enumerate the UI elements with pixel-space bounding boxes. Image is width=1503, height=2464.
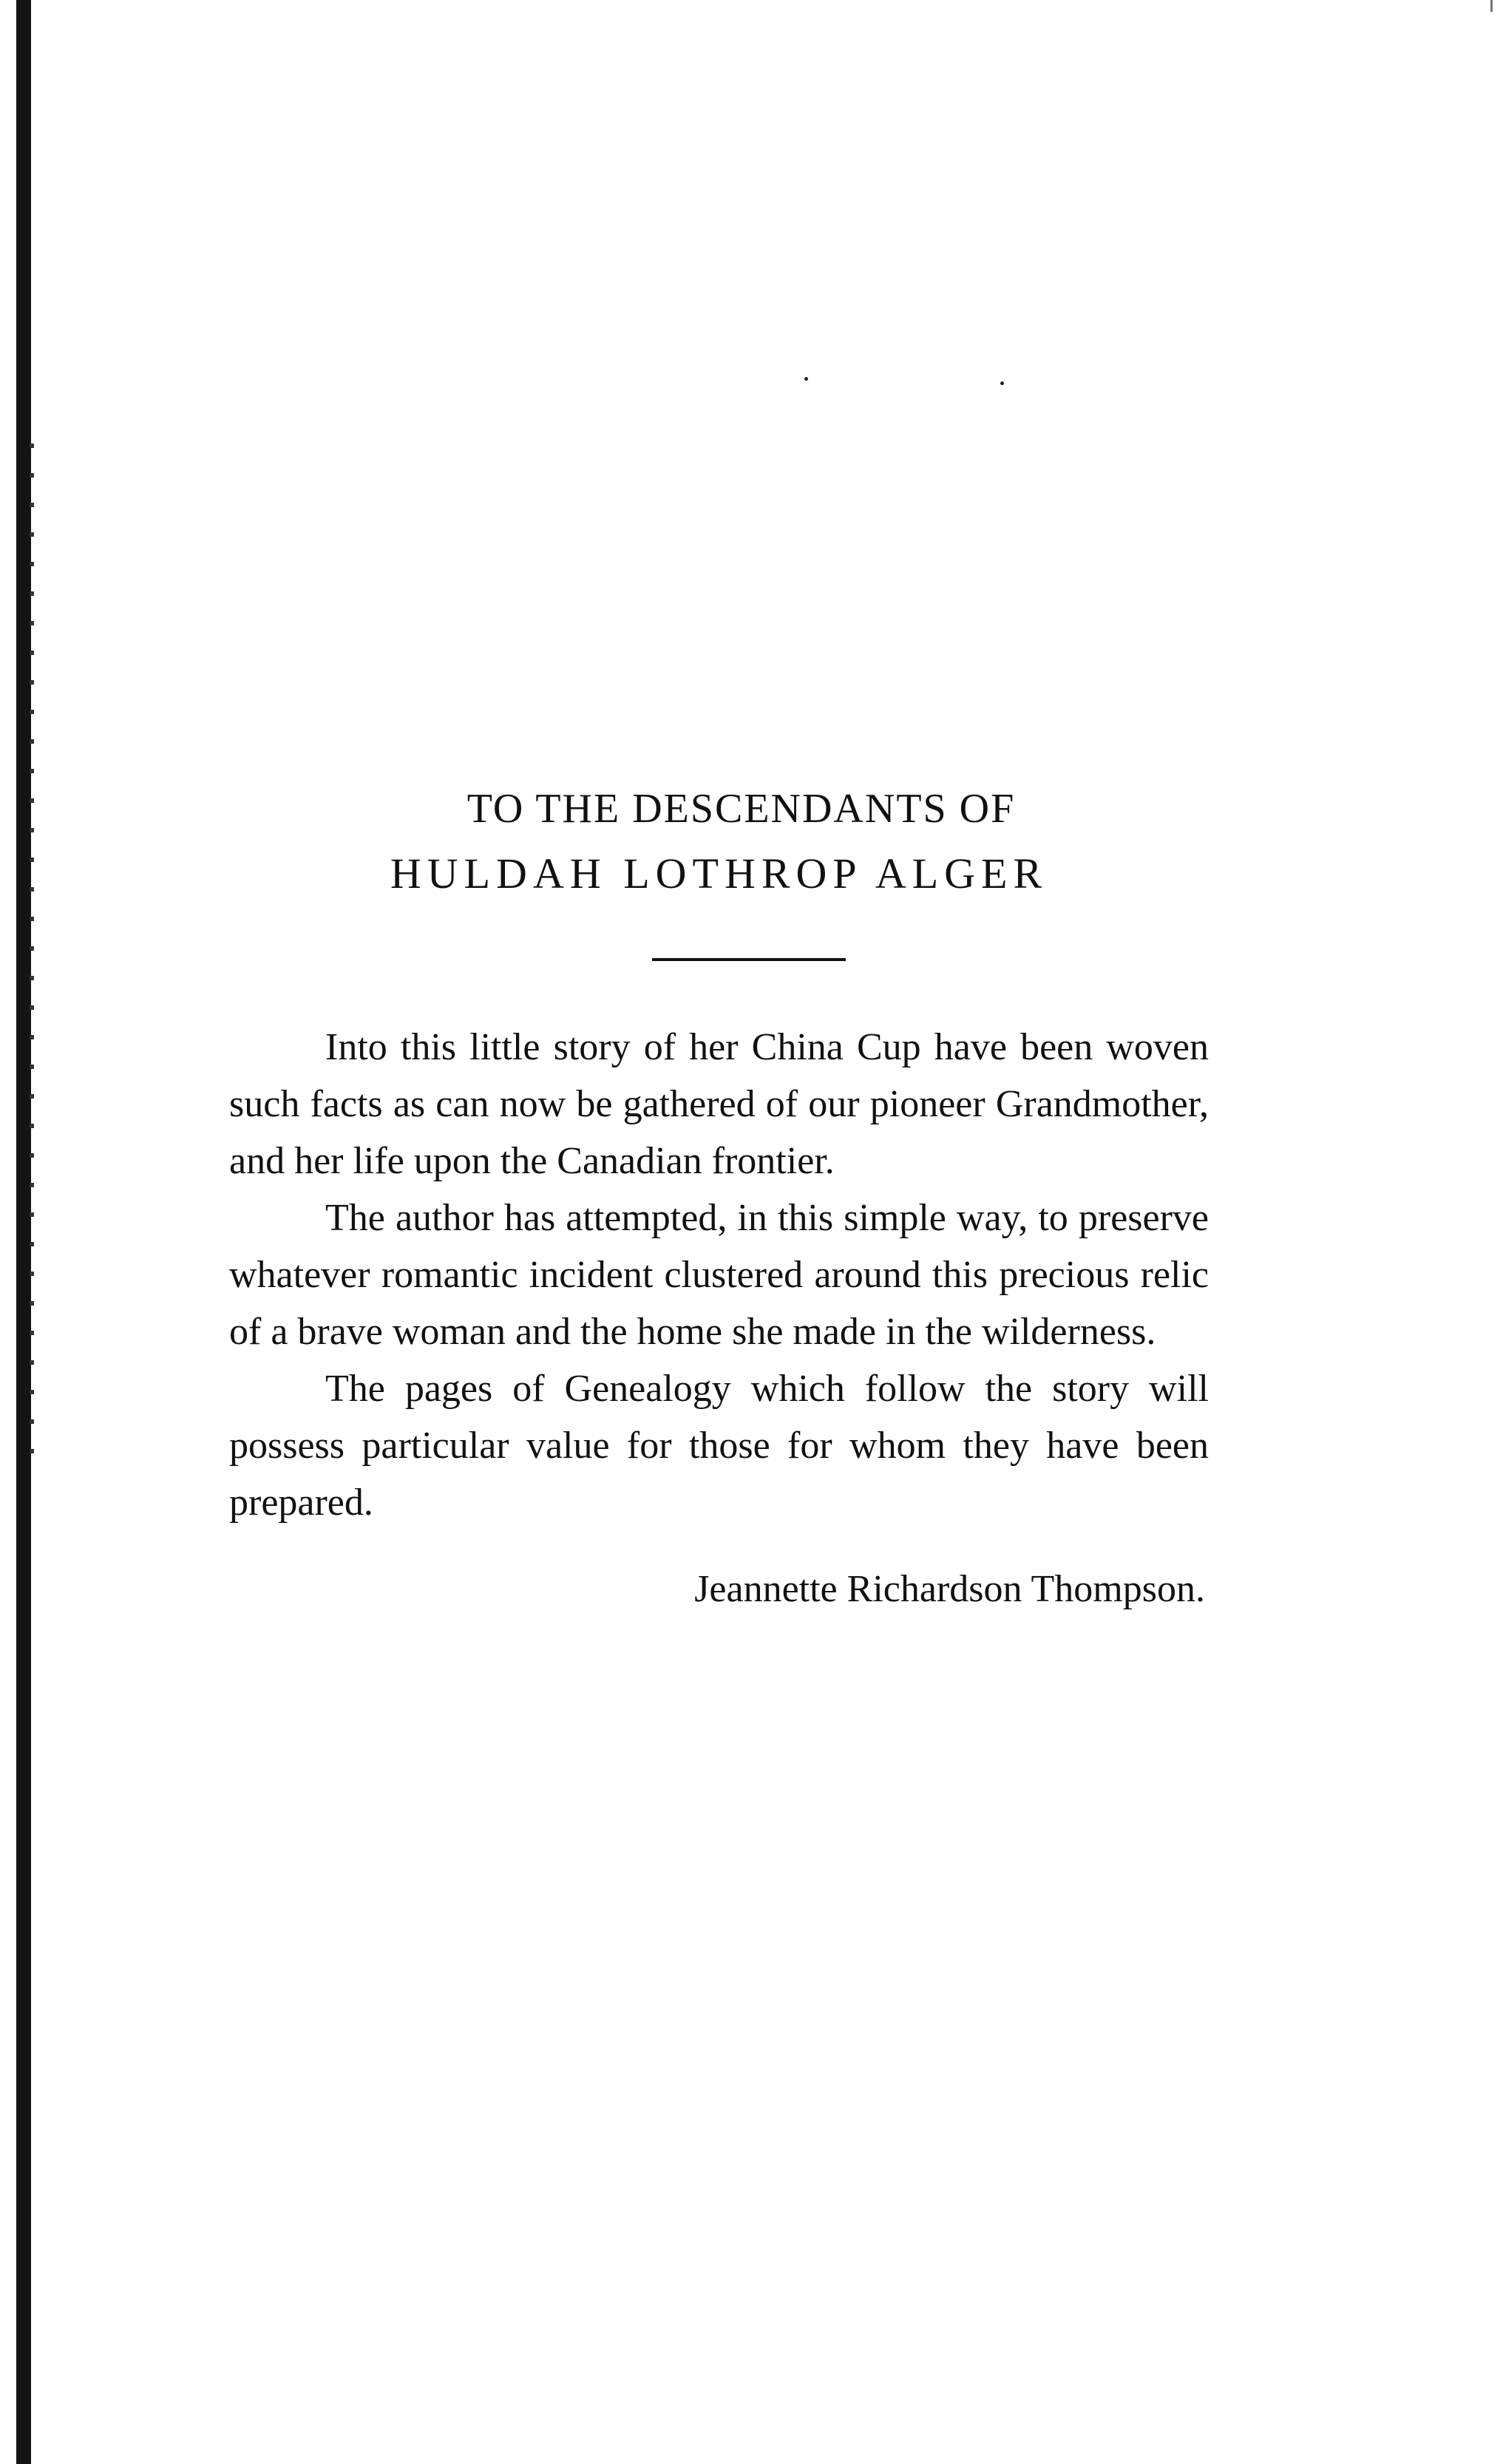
dedication-heading [229,776,1209,906]
dedication-page [229,776,1209,1618]
section-divider [652,958,846,961]
scan-speck [1000,381,1004,385]
author-signature: Jeannette Richardson Thompson. [694,1568,1205,1610]
scan-corner-mark [1490,0,1493,12]
paragraph-3: The pages of Genealogy which follow the story will possess particular value for those for whom they have been prepared. [229,1368,1209,1524]
dedication-body [229,1019,1209,1531]
paragraph-2: The author has attempted, in this simple way, to preserve whatever romantic incident clustered around this precious relic of a brave woman and the home she made in the wilderness. [229,1197,1209,1353]
scan-speck [804,377,808,381]
paragraph-1: Into this little story of her China Cup have been woven such facts as can now be gathered of our pioneer Grandmother, and her life upon the Canadian frontier. [229,1026,1209,1182]
heading-line-1: TO THE DESCENDANTS OF [466,786,1016,832]
book-binding-edge [16,0,31,2464]
heading-line-2: HULDAH LOTHROP ALGER [390,849,1048,897]
